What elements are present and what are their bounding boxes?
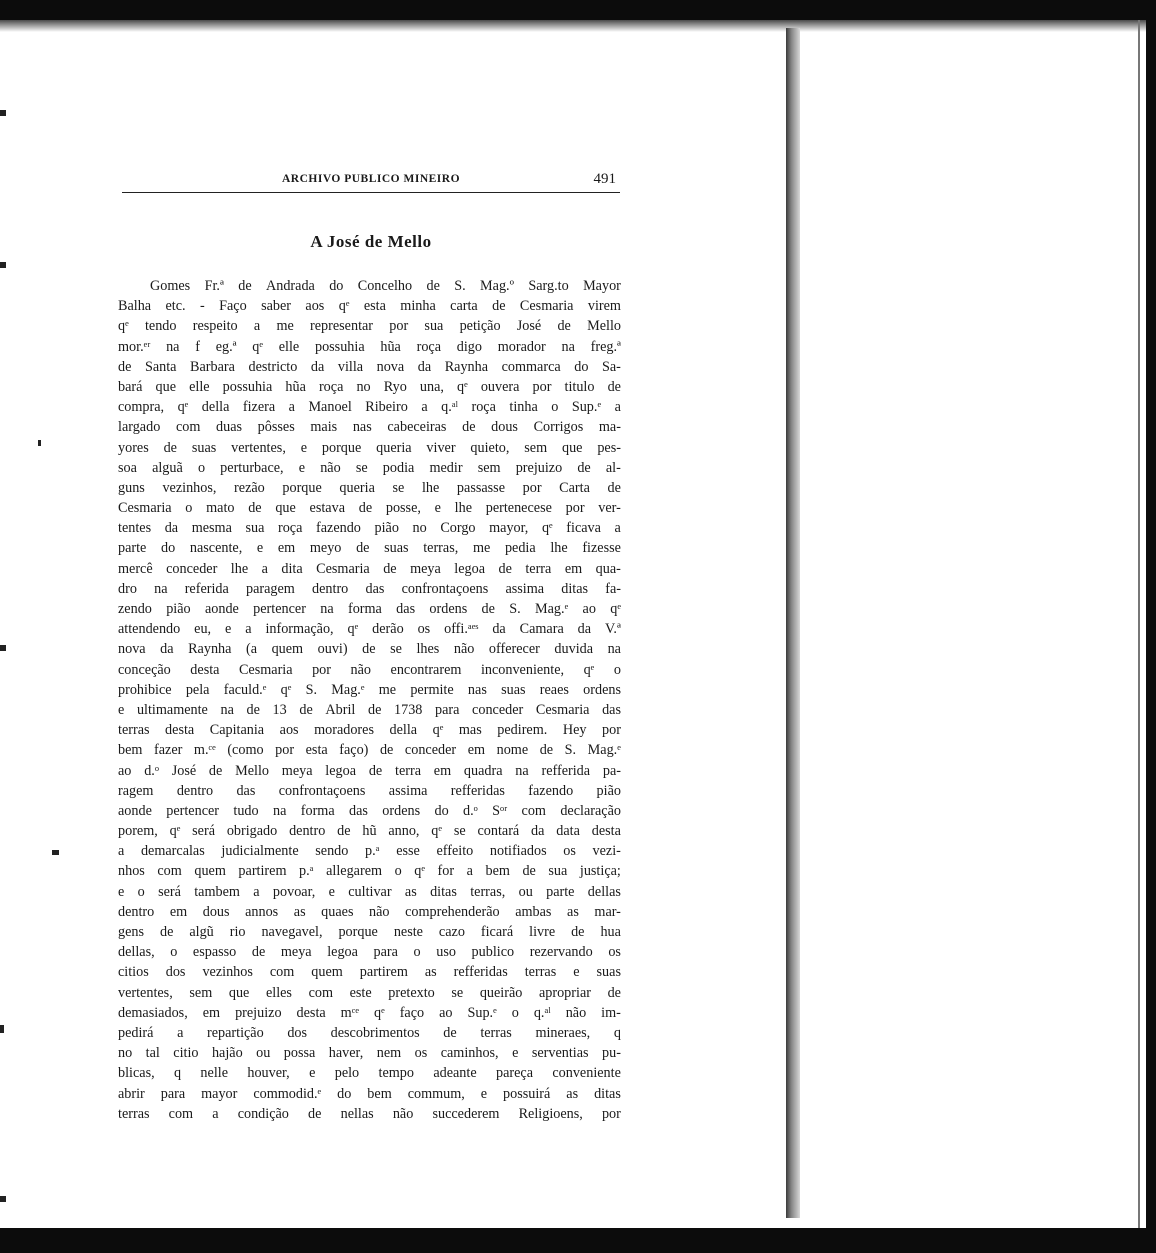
margin-mark: [0, 1196, 6, 1202]
text-line: gens de algũ rio navegavel, porque neste cazo ficará livre de hua: [118, 924, 621, 940]
page-edge-right: [1138, 20, 1140, 1228]
text-line: Balha etc. - Faço saber aos qᵉ esta minha carta de Cesmaria virem: [118, 298, 621, 315]
text-line: tentes da mesma sua roça fazendo pião no Corgo mayor, qᵉ ficava a: [118, 520, 621, 537]
text-line: bem fazer m.ᶜᵉ (como por esta faço) de conceder em nome de S. Mag.ᵉ: [118, 742, 621, 759]
running-head: [122, 170, 620, 193]
text-line: qᵉ tendo respeito a me representar por sua petição José de Mello: [118, 318, 621, 335]
margin-mark: [0, 110, 6, 116]
text-line: mercê conceder lhe a dita Cesmaria de meya legoa de terra em qua-: [118, 560, 621, 577]
text-line: dro na referida paragem dentro das confrontaçoens assima ditas fa-: [118, 580, 621, 597]
page-edge-top: [0, 20, 1146, 32]
text-line: e ultimamente na de 13 de Abril de 1738 para conceder Cesmaria das: [118, 701, 621, 718]
text-line: porem, qᵉ será obrigado dentro de hũ anno, qᵉ se contará da data desta: [118, 823, 621, 840]
text-line: yores de suas vertentes, e porque queria viver quieto, sem que pes-: [118, 439, 621, 456]
body-text: [118, 276, 621, 1124]
text-line: terras com a condição de nellas não succederem Religioens, por: [118, 1105, 621, 1122]
document-title: A José de Mello: [310, 232, 432, 251]
text-line: parte do nascente, e em meyo de suas terras, me pedia lhe fizesse: [118, 540, 621, 557]
text-line: Cesmaria o mato de que estava de posse, e lhe pertenecese por ver-: [118, 500, 621, 517]
margin-mark: [52, 850, 59, 855]
text-line: vertentes, sem que elles com este pretexto se queirão apropriar de: [118, 984, 621, 1001]
text-line: abrir para mayor commodid.ᵉ do bem commum, e possuirá as ditas: [118, 1085, 621, 1102]
text-line: guns vezinhos, rezão porque queria se lhe passasse por Carta de: [118, 479, 621, 496]
text-line: terras desta Capitania aos moradores della qᵉ mas pedirem. Hey por: [118, 722, 621, 739]
text-line: pedirá a repartição dos descobrimentos de terras mineraes, q: [118, 1024, 621, 1041]
text-line: zendo pião aonde pertencer na forma das ordens de S. Mag.ᵉ ao qᵉ: [118, 601, 621, 617]
scan-border-bottom: [0, 1228, 1156, 1253]
running-title: ARCHIVO PUBLICO MINEIRO: [282, 173, 461, 185]
text-line: conceção desta Cesmaria por não encontrarem inconveniente, qᵉ o: [118, 661, 621, 678]
margin-mark: [0, 1025, 4, 1033]
text-line: a demarcalas judicialmente sendo p.ᵃ esse effeito notifiados os vezi-: [118, 843, 621, 860]
text-line: soa alguã o perturbace, e não se podia medir sem prejuizo de al-: [118, 459, 621, 476]
margin-mark: [0, 645, 6, 651]
text-line: ragem dentro das confrontaçoens assima refferidas fazendo pião: [118, 782, 621, 799]
text-line: citios dos vezinhos com quem partirem as refferidas terras e suas: [118, 964, 621, 981]
text-line: nhos com quem partirem p.ᵃ allegarem o qᵉ for a bem de sua justiça;: [118, 863, 621, 880]
text-line: attendendo eu, e a informação, qᵉ derão os offi.ᵃᵉˢ da Camara da V.ª: [118, 621, 621, 638]
text-line: prohibice pela faculd.ᵉ qᵉ S. Mag.ᵉ me permite nas suas reaes ordens: [118, 681, 621, 698]
margin-mark: [0, 262, 6, 268]
text-line: aonde pertencer tudo na forma das ordens do d.ᵒ Sᵒʳ com declaração: [118, 802, 621, 819]
text-line: de Santa Barbara destricto da villa nova da Raynha commarca do Sa-: [118, 358, 621, 375]
scan-border-right: [1146, 0, 1156, 1253]
text-line: dellas, o espasso de meya legoa para o uso publico rezervando os: [118, 944, 621, 961]
text-line: dentro em dous annos as quaes não comprehenderão ambas as mar-: [118, 903, 621, 920]
page-edge-shadow: [786, 28, 800, 1218]
text-line: largado com duas pôsses mais nas cabeceiras de dous Corrigos ma-: [118, 419, 621, 436]
page-number: 491: [593, 171, 616, 187]
text-line: mor.ᵉʳ na f eg.ª qᵉ elle possuhia hũa roça digo morador na freg.ª: [118, 338, 621, 355]
margin-mark: [38, 440, 41, 446]
text-line: demasiados, em prejuizo desta mᶜᵉ qᵉ faço ao Sup.ᵉ o q.ᵃˡ não im-: [118, 1004, 621, 1021]
text-line: Gomes Fr.ª de Andrada do Concelho de S. Mag.º Sarg.to Mayor: [150, 278, 621, 294]
text-line: nova da Raynha (a quem ouvi) de se lhes não offerecer duvida na: [118, 641, 621, 658]
text-line: ao d.ᵒ José de Mello meya legoa de terra em quadra na refferida pa-: [118, 762, 621, 779]
scan-border-top: [0, 0, 1156, 20]
text-line: no tal citio hajão ou possa haver, nem os caminhos, e serventias pu-: [118, 1045, 621, 1062]
text-line: compra, qᵉ della fizera a Manoel Ribeiro a q.ᵃˡ roça tinha o Sup.ᵉ a: [118, 399, 621, 416]
text-line: blicas, q nelle houver, e pelo tempo adeante pareça conveniente: [118, 1065, 621, 1082]
text-line: e o será tambem a povoar, e cultivar as ditas terras, ou parte dellas: [118, 883, 621, 900]
text-line: bará que elle possuhia hũa roça no Ryo una, qᵉ ouvera por titulo de: [118, 378, 621, 395]
